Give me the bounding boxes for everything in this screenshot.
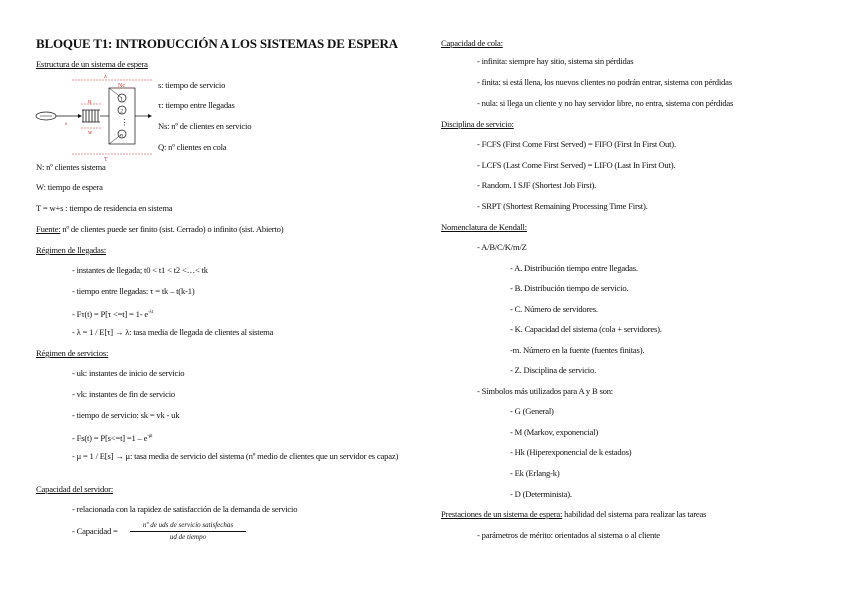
parametros-line: - parámetros de mérito: orientados al sistema o al cliente	[477, 530, 660, 540]
servicios-item-2: - vk: instantes de fin de servicio	[72, 389, 175, 399]
disciplina-item-3: - Random. I SJF (Shortest Job First).	[477, 180, 597, 190]
simbolo-ek: - Ek (Erlang-k)	[510, 468, 560, 478]
legend-service-time: s: tiempo de servicio	[158, 80, 226, 90]
simbolo-m: - M (Markov, exponencial)	[510, 427, 598, 437]
simbolos-line: - Símbolos más utilizados para A y B son:	[477, 386, 613, 396]
capacidad-label: - Capacidad =	[72, 526, 118, 536]
fraction-bar	[130, 531, 246, 532]
capacidad-heading: Capacidad del servidor:	[36, 484, 114, 494]
servicios-item-4: - $Fs(t) = P[s<=t] =1 - e^{-\mu t}$	[72, 432, 153, 443]
q-label: q	[88, 99, 91, 105]
legend-interarrival: τ: tiempo entre llegadas	[158, 100, 235, 110]
llegadas-item-3: - Fτ(t) = P[τ <=t] = 1- $e^{-\lambda t}$	[72, 308, 153, 319]
def-w: W: tiempo de espera	[36, 182, 103, 192]
page-title: BLOQUE T1: INTRODUCCIÓN A LOS SISTEMAS DE ESPERA	[36, 36, 398, 51]
cola-heading: Capacidad de cola:	[441, 38, 503, 48]
structure-heading: Estructura de un sistema de espera	[36, 59, 148, 69]
kendall-item-a: - A. Distribución tiempo entre llegadas.	[510, 263, 638, 273]
kendall-item-z: - Z. Disciplina de servicio.	[510, 365, 597, 375]
prestaciones-line	[441, 509, 706, 520]
llegadas-item-4: - λ = 1 / E[τ] → λ: tasa media de llegada de clientes al sistema	[72, 327, 274, 337]
exp-lambda: -λt	[147, 310, 153, 315]
fuente-text: nº de clientes puede ser finito (sist. Cerrado) o infinito (sist. Abierto)	[60, 224, 284, 234]
fuente-line	[36, 224, 283, 235]
simbolo-g: - G (General)	[510, 406, 554, 416]
disciplina-heading: Disciplina de servicio:	[441, 119, 514, 129]
svg-text:2: 2	[120, 108, 124, 115]
kendall-item-b: - B. Distribución tiempo de servicio.	[510, 283, 629, 293]
servicios-item-1: - uk: instantes de inicio de servicio	[72, 368, 185, 378]
w-label: w	[88, 130, 93, 136]
lambda-label: λ	[104, 74, 107, 80]
cola-item-2: - finita: si está llena, los nuevos clientes no podrán entrar, sistema con pérdidas	[477, 77, 732, 87]
llegadas-item-1: - instantes de llegada; t0 < t1 < t2 <…< tk	[72, 265, 208, 275]
prestaciones-text: habilidad del sistema para realizar las tareas	[562, 509, 707, 519]
servicios-item-3: - tiempo de servicio: sk = vk - uk	[72, 410, 180, 420]
disciplina-item-1: - FCFS (First Come First Served) = FIFO (First In First Out).	[477, 139, 676, 149]
capacidad-denominator: ud de tiempo	[169, 533, 207, 541]
def-t: T = w+s : tiempo de residencia en sistema	[36, 203, 173, 213]
simbolo-hk: - Hk (Hiperexponencial de k estados)	[510, 447, 632, 457]
legend-q: Q: nº clientes en cola	[158, 142, 227, 152]
kendall-heading: Nomenclatura de Kendall:	[441, 222, 527, 232]
kendall-form: - A/B/C/K/m/Z	[477, 242, 527, 252]
queue-buffer	[82, 110, 100, 122]
s-label: s	[65, 121, 68, 127]
servicios-heading: Régimen de servicios:	[36, 348, 109, 358]
llegadas-item-2: - tiempo entre llegadas: τ = tk – t(k-1)	[72, 286, 195, 296]
capacidad-numerator: nº de uds de servicio satisfechas	[142, 521, 234, 529]
servicios-item-5: - μ = 1 / E[s] → μ: tasa media de servicio del sistema (nº medio de clientes que un servidor es capaz)	[72, 451, 399, 461]
kendall-item-c: - C. Número de servidores.	[510, 304, 598, 314]
t-label: T	[104, 157, 108, 162]
def-n: N: nº clientes sistema	[36, 162, 106, 172]
capacidad-line: - relacionada con la rapidez de satisfacción de la demanda de servicio	[72, 504, 298, 514]
prestaciones-heading: Prestaciones de un sistema de espera:	[441, 509, 563, 519]
cola-item-1: - infinita: siempre hay sitio, sistema sin pérdidas	[477, 56, 634, 66]
svg-text:⋮: ⋮	[120, 118, 129, 127]
nc-label: Nc	[118, 83, 125, 89]
disciplina-item-2: - LCFS (Last Come First Served) = LIFO (Last In First Out).	[477, 160, 676, 170]
cola-item-3: - nula: si llega un cliente y no hay servidor libre, no entra, sistema con pérdidas	[477, 98, 734, 108]
svg-text:n: n	[120, 132, 124, 139]
svg-text:1: 1	[120, 96, 124, 103]
queue-system-diagram	[34, 70, 156, 162]
llegadas-heading: Régimen de llegadas:	[36, 245, 106, 255]
legend-ns: Ns: nº de clientes en servicio	[158, 121, 252, 131]
exp-mu: -μt	[147, 434, 153, 439]
kendall-item-k: - K. Capacidad del sistema (cola + servidores).	[510, 324, 662, 334]
fuente-label: Fuente:	[36, 224, 61, 234]
disciplina-item-4: - SRPT (Shortest Remaining Processing Time First).	[477, 201, 648, 211]
simbolo-d: - D (Determinista).	[510, 489, 572, 499]
kendall-item-m: -m. Número en la fuente (fuentes finitas).	[510, 345, 645, 355]
